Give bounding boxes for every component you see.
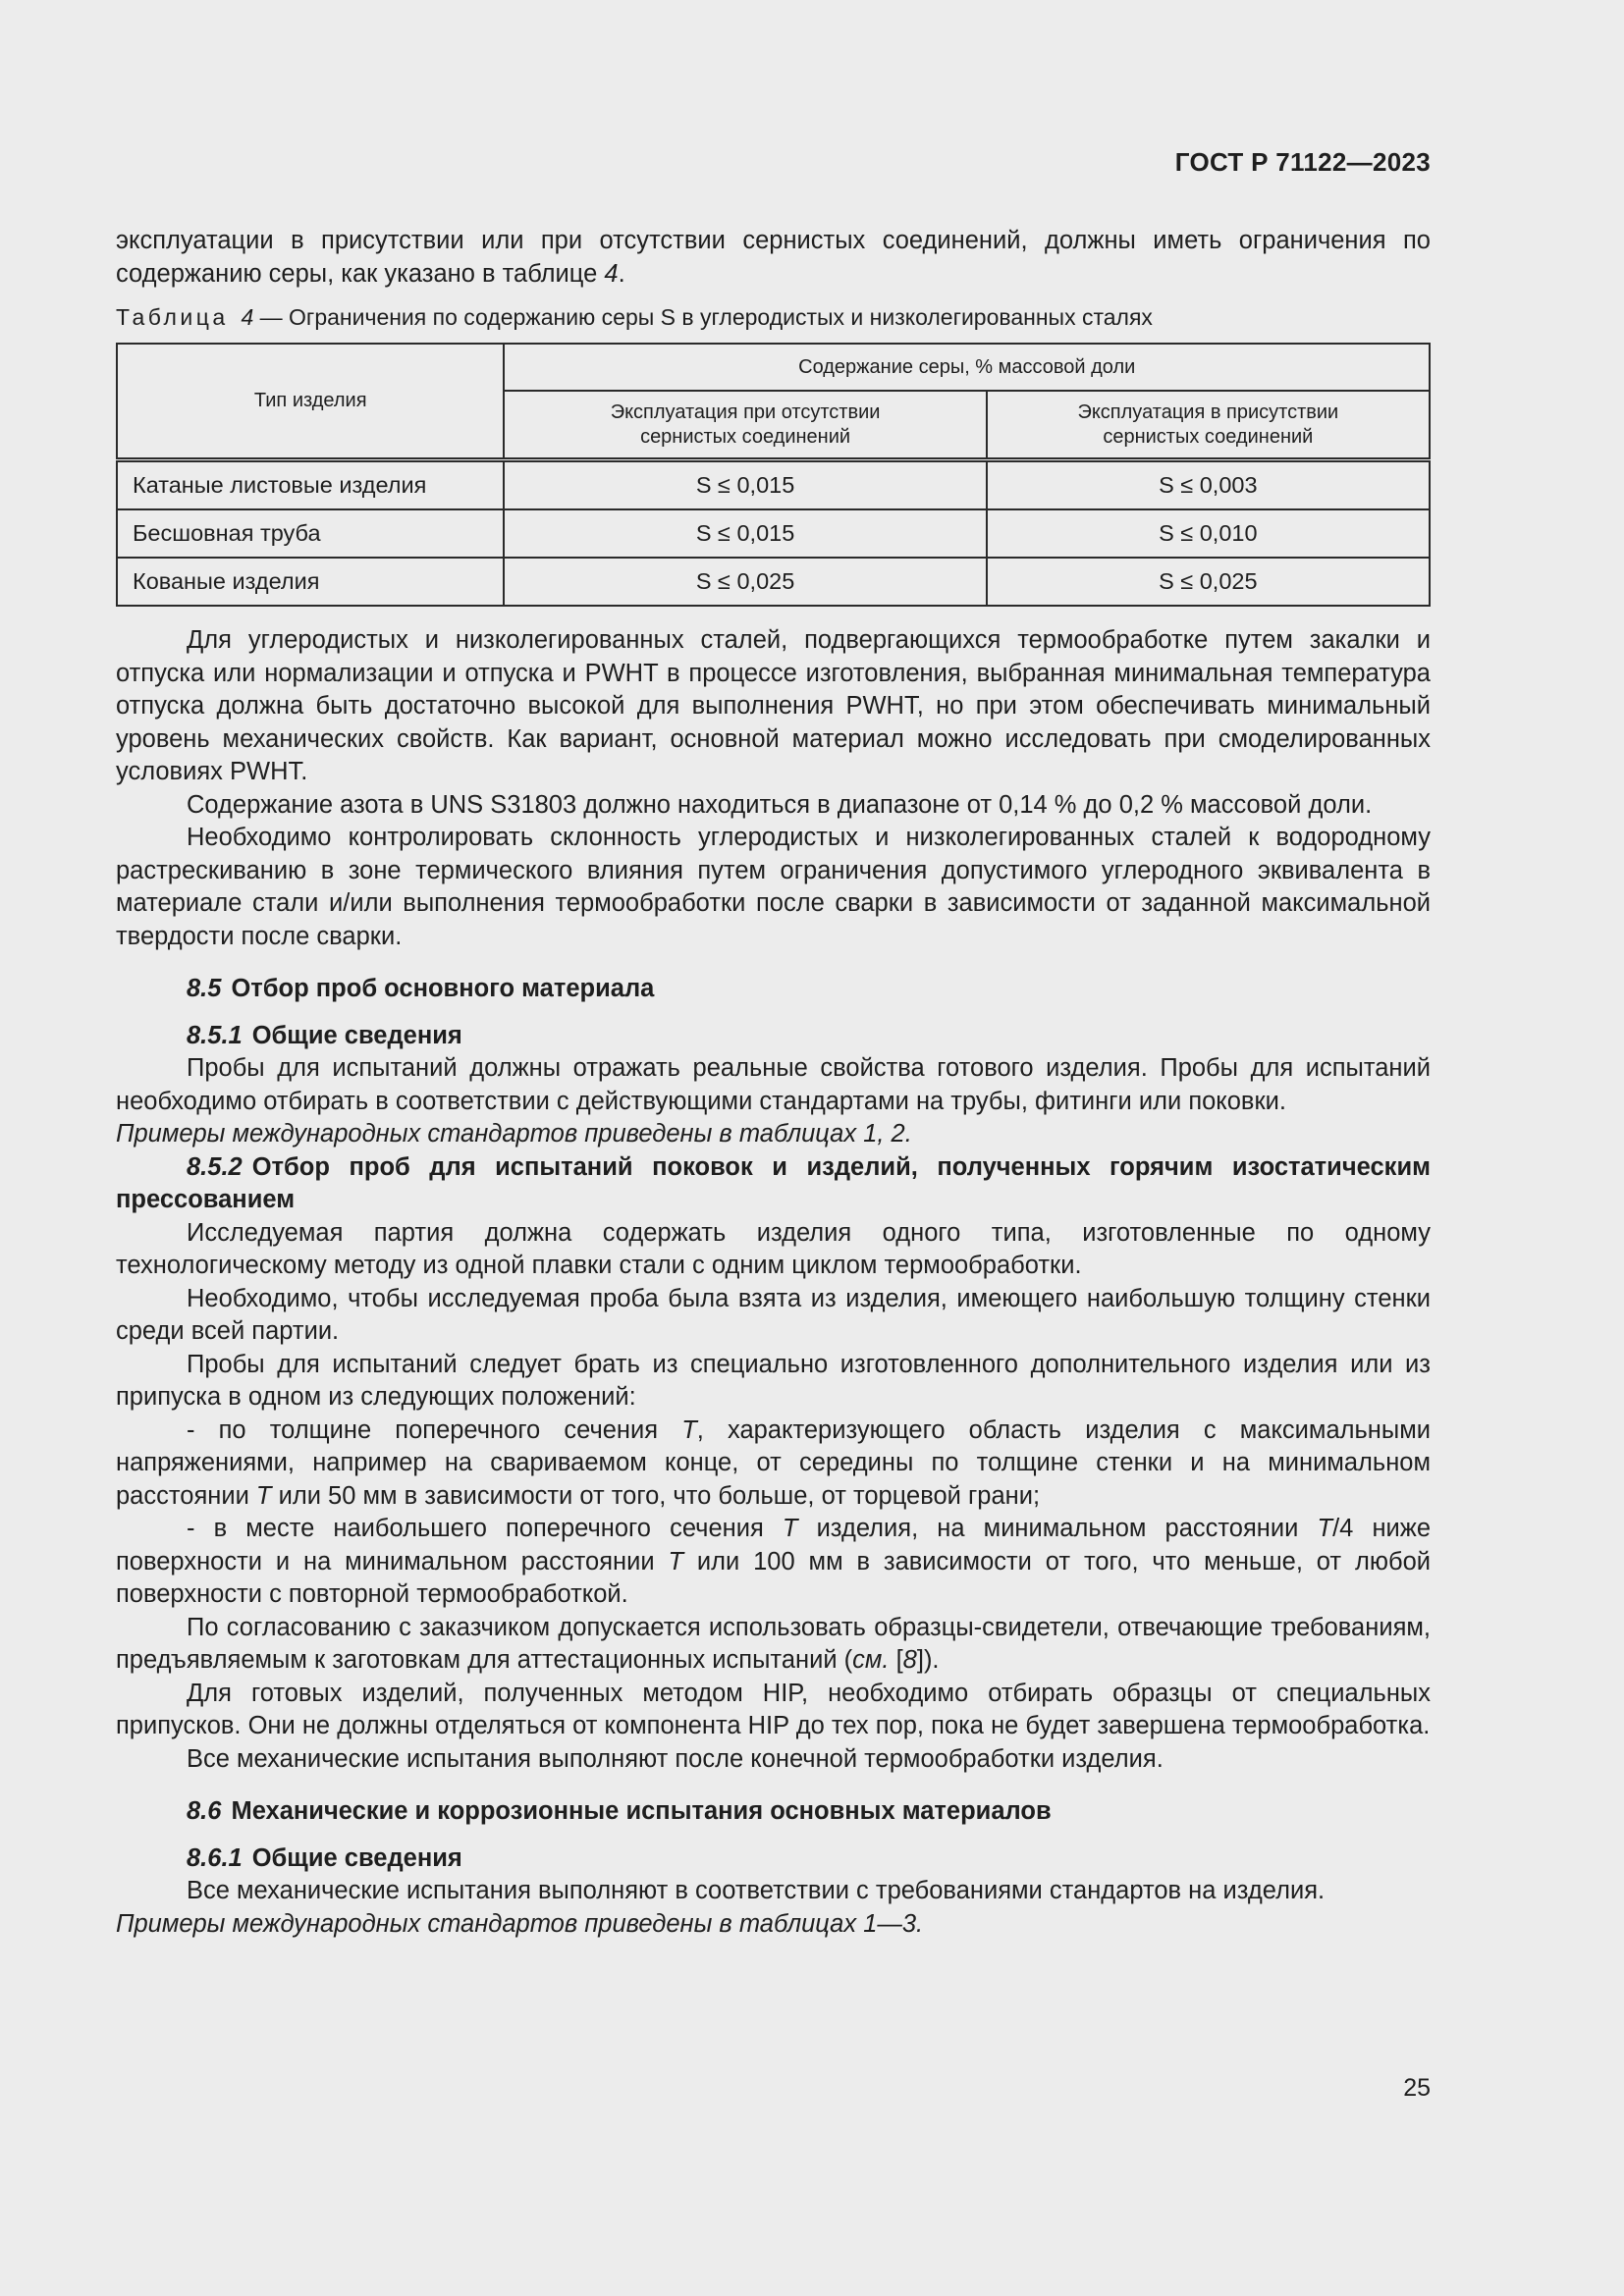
cell-present: S ≤ 0,010 xyxy=(987,509,1430,558)
section-heading-8-5-1: 8.5.1 Общие сведения xyxy=(187,1021,462,1049)
column-header-present: Эксплуатация в присутствии сернистых соединений xyxy=(987,391,1430,460)
cell-absent: S ≤ 0,015 xyxy=(504,509,986,558)
paragraph-witness-samples: По согласованию с заказчиком допускается использовать образцы-свидетели, отвечающие требованиям, предъявляемым к заготовкам для аттестационных испытаний (см. [8]). xyxy=(116,1613,1431,1674)
table-row xyxy=(117,460,1430,510)
cell-present: S ≤ 0,025 xyxy=(987,558,1430,606)
list-item: - по толщине поперечного сечения T, характеризующего область изделия с максимальными напряжениями, например на свариваемом конце, от середины по толщине стенки и на минимальном расстоянии T или 50 мм в зависимости от того, что больше, от торцевой грани; xyxy=(116,1415,1431,1510)
section-heading-8-6-1: 8.6.1 Общие сведения xyxy=(187,1843,462,1872)
paragraph-standards-note: Примеры международных стандартов приведены в таблицах 1, 2. xyxy=(116,1120,912,1148)
column-header-group: Содержание серы, % массовой доли xyxy=(504,344,1430,391)
page-content xyxy=(116,225,1431,1941)
cell-type: Катаные листовые изделия xyxy=(117,460,504,510)
column-header-type: Тип изделия xyxy=(117,344,504,460)
paragraph-hydrogen-cracking: Необходимо контролировать склонность углеродистых и низколегированных сталей к водородному растрескиванию в зоне термического влияния путем ограничения допустимого углеродного эквивалента в материале стали и/или выполнения термообработки после сварки в зависимости от заданной максимальной твердости после сварки. xyxy=(116,824,1431,950)
sulfur-limits-table xyxy=(116,343,1431,607)
paragraph-batch: Исследуемая партия должна содержать изделия одного типа, изготовленные по одному технологическому методу из одной плавки стали с одним циклом термообработки. xyxy=(116,1218,1431,1279)
paragraph-standards-note-2: Примеры международных стандартов приведены в таблицах 1—3. xyxy=(116,1909,924,1938)
paragraph-mechanical-tests: Все механические испытания выполняют в соответствии с требованиями стандартов на изделия. xyxy=(187,1877,1326,1904)
table-row xyxy=(117,509,1430,558)
paragraph-sample-positions: Пробы для испытаний следует брать из специально изготовленного дополнительного изделия или из припуска в одном из следующих положений: xyxy=(116,1350,1431,1411)
paragraph-wall-thickness: Необходимо, чтобы исследуемая проба была взята из изделия, имеющего наибольшую толщину стенки среди всей партии. xyxy=(116,1284,1431,1345)
list-item: - в месте наибольшего поперечного сечения T изделия, на минимальном расстоянии T/4 ниже поверхности и на минимальном расстоянии T или 100 мм в зависимости от того, что меньше, от любой поверхности с повторной термообработкой. xyxy=(116,1515,1432,1608)
column-header-absent: Эксплуатация при отсутствии сернистых соединений xyxy=(504,391,986,460)
cell-absent: S ≤ 0,025 xyxy=(504,558,986,606)
paragraph-hip: Для готовых изделий, полученных методом HIP, необходимо отбирать образцы от специальных припусков. Они не должны отделяться от компонента HIP до тех пор, пока не будет завершена термообработка. xyxy=(116,1679,1431,1739)
section-heading-8-5-2: 8.5.2 Отбор проб для испытаний поковок и изделий, полученных горячим изостатическим прессованием xyxy=(116,1152,1431,1213)
table-header-row xyxy=(117,344,1430,391)
paragraph-heat-treatment: Для углеродистых и низколегированных сталей, подвергающихся термообработке путем закалки и отпуска или нормализации и отпуска и PWHT в процессе изготовления, выбранная минимальная температура отпуска должна быть достаточно высокой для выполнения PWHT, но при этом обеспечивать минимальный уровень механических свойств. Как вариант, основной материал можно исследовать при смоделированных условиях PWHT. xyxy=(116,626,1431,785)
cell-absent: S ≤ 0,015 xyxy=(504,460,986,510)
cell-type: Кованые изделия xyxy=(117,558,504,606)
paragraph-final-testing: Все механические испытания выполняют после конечной термообработки изделия. xyxy=(187,1744,1164,1773)
cell-present: S ≤ 0,003 xyxy=(987,460,1430,510)
document-id-header: ГОСТ Р 71122—2023 xyxy=(1174,147,1431,177)
paragraph-nitrogen: Содержание азота в UNS S31803 должно находиться в диапазоне от 0,14 % до 0,2 % массовой доли. xyxy=(187,790,1373,819)
section-heading-8-5: 8.5 Отбор проб основного материала xyxy=(187,975,655,1002)
intro-paragraph: эксплуатации в присутствии или при отсутствии сернистых соединений, должны иметь ограничения по содержанию серы, как указано в таблице 4. xyxy=(116,227,1431,288)
cell-type: Бесшовная труба xyxy=(117,509,504,558)
page-number: 25 xyxy=(1403,2074,1431,2102)
paragraph-samples: Пробы для испытаний должны отражать реальные свойства готового изделия. Пробы для испытаний необходимо отбирать в соответствии с действующими стандартами на трубы, фитинги или поковки. xyxy=(116,1054,1431,1115)
table-caption: Таблица 4 — Ограничения по содержанию серы S в углеродистых и низколегированных сталях xyxy=(116,304,1153,330)
section-heading-8-6: 8.6 Механические и коррозионные испытания основных материалов xyxy=(187,1797,1052,1825)
table-row xyxy=(117,558,1430,606)
